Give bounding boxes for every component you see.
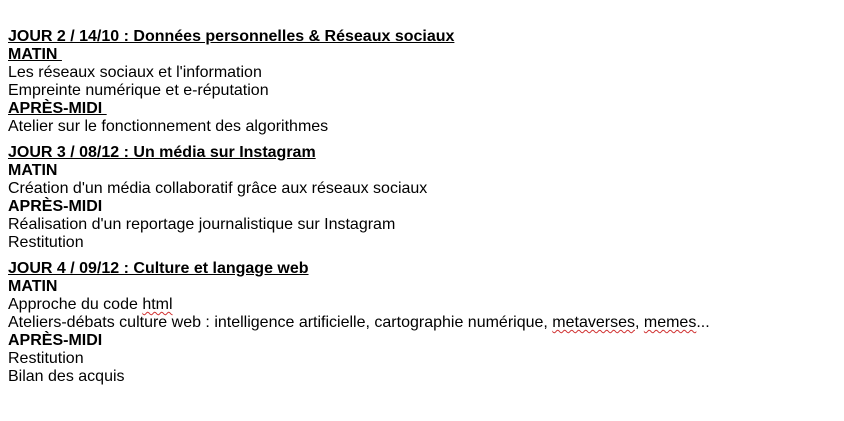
day-2-title: JOUR 2 / 14/10 : Données personnelles & Réseaux sociaux (8, 28, 455, 45)
day-4-afternoon-label: APRÈS-MIDI (8, 332, 103, 349)
spellcheck-word-memes[interactable]: memes (643, 314, 697, 331)
day-4-morning-item-code (8, 296, 838, 314)
day-2-afternoon-label: APRÈS-MIDI (8, 100, 107, 117)
ellipsis-text: ... (696, 314, 710, 331)
spellcheck-word-metaverses[interactable]: metaverses (552, 314, 635, 331)
document-body (8, 28, 838, 386)
ateliers-prefix-text: Ateliers-débats culture web : intelligence artificielle, cartographie numérique, (8, 314, 553, 331)
day-4-title: JOUR 4 / 09/12 : Culture et langage web (8, 260, 309, 277)
day-4-morning-label: MATIN (8, 278, 58, 295)
separator-text: , (634, 314, 644, 331)
day-2-morning-item: Les réseaux sociaux et l'information (8, 64, 262, 81)
day-3-afternoon-label: APRÈS-MIDI (8, 198, 103, 215)
day-4-afternoon-item: Bilan des acquis (8, 368, 125, 385)
day-2-afternoon-item: Atelier sur le fonctionnement des algorithmes (8, 118, 329, 135)
day-4-morning-item-ateliers (8, 314, 838, 332)
day-4-afternoon-item: Restitution (8, 350, 84, 367)
day-2-morning-item: Empreinte numérique et e-réputation (8, 82, 269, 99)
day-3-afternoon-item: Réalisation d'un reportage journalistique sur Instagram (8, 216, 396, 233)
day-2-morning-label: MATIN (8, 46, 62, 63)
spellcheck-word-html[interactable]: html (142, 296, 173, 313)
day-3-morning-label: MATIN (8, 162, 58, 179)
day-3-morning-item: Création d'un média collaboratif grâce aux réseaux sociaux (8, 180, 428, 197)
code-prefix-text: Approche du code (8, 296, 143, 313)
day-3-afternoon-item: Restitution (8, 234, 84, 251)
day-3-title: JOUR 3 / 08/12 : Un média sur Instagram (8, 144, 316, 161)
section-spacer (8, 252, 838, 260)
section-spacer (8, 136, 838, 144)
